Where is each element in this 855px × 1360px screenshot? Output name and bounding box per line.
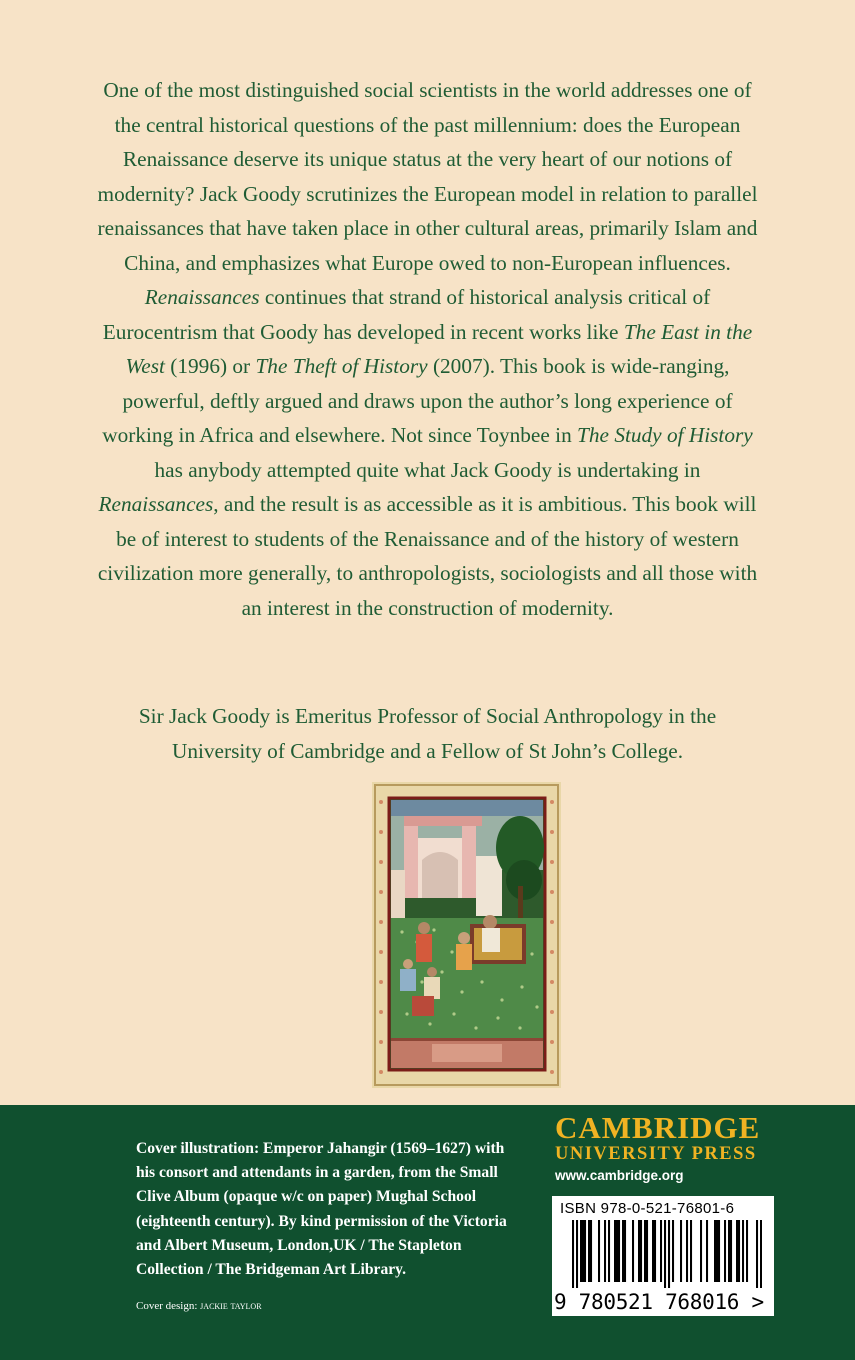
barcode-bar [728, 1220, 730, 1282]
description-text: has anybody attempted quite what Jack Goody is undertaking in [154, 457, 701, 482]
cover-design-label: Cover design: [136, 1300, 198, 1312]
title-theft-of-history: The Theft of History [255, 354, 428, 378]
barcode-bar [668, 1220, 670, 1288]
publisher-website: www.cambridge.org [555, 1168, 684, 1183]
isbn-label: ISBN 978-0-521-76801-6 [560, 1200, 735, 1217]
barcode-bar [664, 1220, 666, 1288]
barcode-bar [598, 1220, 600, 1282]
book-description [95, 73, 760, 625]
barcode-bar [608, 1220, 610, 1282]
author-bio: Sir Jack Goody is Emeritus Professor of Social Anthropology in the University of Cambridge and a Fellow of St John’s College. [138, 704, 717, 763]
barcode-bar [714, 1220, 716, 1282]
title-renaissances: Renaissances [98, 492, 214, 516]
barcode-bar [706, 1220, 708, 1282]
barcode-bar [622, 1220, 624, 1282]
barcode-bar [572, 1220, 574, 1288]
barcode-bar [584, 1220, 586, 1282]
description-text: (2007). This book is wide-ranging, powerful, deftly argued and draws upon the author’s long experience of working in Africa and elsewhere. Not since Toynbee in [102, 354, 733, 447]
barcode-bar [638, 1220, 640, 1282]
barcode-bars [572, 1220, 762, 1288]
barcode-bar [640, 1220, 642, 1282]
barcode-bar [746, 1220, 748, 1282]
barcode-bar [588, 1220, 590, 1282]
barcode-bar [680, 1220, 682, 1282]
isbn-barcode [552, 1196, 774, 1316]
publisher-name: CAMBRIDGE [555, 1110, 761, 1145]
publisher-subtitle: UNIVERSITY PRESS [555, 1144, 757, 1164]
barcode-bar [718, 1220, 720, 1282]
publisher-logo [555, 1112, 775, 1183]
title-east-in-the-west: The East in the West [125, 319, 753, 378]
barcode-bar [604, 1220, 606, 1282]
barcode-bar [756, 1220, 758, 1288]
description-paragraph [95, 73, 760, 625]
barcode-bar [742, 1220, 744, 1282]
barcode-bar [614, 1220, 616, 1282]
cover-miniature-painting [372, 782, 561, 1088]
barcode-bar [616, 1220, 618, 1282]
cover-design-credit [136, 1300, 262, 1312]
title-renaissances: Renaissances [144, 285, 260, 309]
description-text: One of the most distinguished social scientists in the world addresses one of the central historical questions of the past millennium: does the European Renaissance deserve its unique status at the very heart of our notions of modernity? Jack Goody scrutinizes the European model in relation to parallel renaissances that have taken place in other cultural areas, primarily Islam and China, and emphasizes what Europe owed to non-European influences. [97, 78, 758, 275]
barcode-bar [760, 1220, 762, 1288]
barcode-bar [576, 1220, 578, 1288]
barcode-bar [652, 1220, 654, 1282]
barcode-bar [644, 1220, 646, 1282]
barcode-bar [624, 1220, 626, 1282]
barcode-bar [700, 1220, 702, 1282]
description-text: continues that strand of historical analysis critical of Eurocentrism that Goody has developed in recent works like [102, 285, 711, 344]
barcode-bar [730, 1220, 732, 1282]
barcode-bar [690, 1220, 692, 1282]
description-text: , and the result is as accessible as it is ambitious. This book will be of interest to students of the Renaissance and of the history of western civilization more generally, to anthropologists, sociologists and all those with an interest in the construction of modernity. [97, 492, 758, 620]
barcode-bar [738, 1220, 740, 1282]
cover-designer-name: jackie taylor [200, 1300, 262, 1312]
description-text: (1996) or [170, 354, 251, 378]
barcode-bar [716, 1220, 718, 1282]
barcode-bar [724, 1220, 726, 1282]
barcode-bar [660, 1220, 662, 1282]
barcode-bar [672, 1220, 674, 1282]
barcode-bar [590, 1220, 592, 1282]
barcode-bar [582, 1220, 584, 1282]
cover-illustration-credit: Cover illustration: Emperor Jahangir (1569–1627) with his consort and attendants in a garden, from the Small Clive Album (opaque w/c on paper) Mughal School (eighteenth century). By kind permission of the Victoria and Albert Museum, London,UK / The Stapleton Collection / The Bridgeman Art Library. [136, 1140, 507, 1279]
barcode-bar [646, 1220, 648, 1282]
barcode-bar [632, 1220, 634, 1282]
barcode-bar [654, 1220, 656, 1282]
barcode-bar [736, 1220, 738, 1282]
barcode-bar [686, 1220, 688, 1282]
barcode-bar [618, 1220, 620, 1282]
barcode-digits: 9 780521 768016 > [554, 1290, 764, 1314]
title-study-of-history: The Study of History [577, 423, 753, 447]
barcode-bar [580, 1220, 582, 1282]
